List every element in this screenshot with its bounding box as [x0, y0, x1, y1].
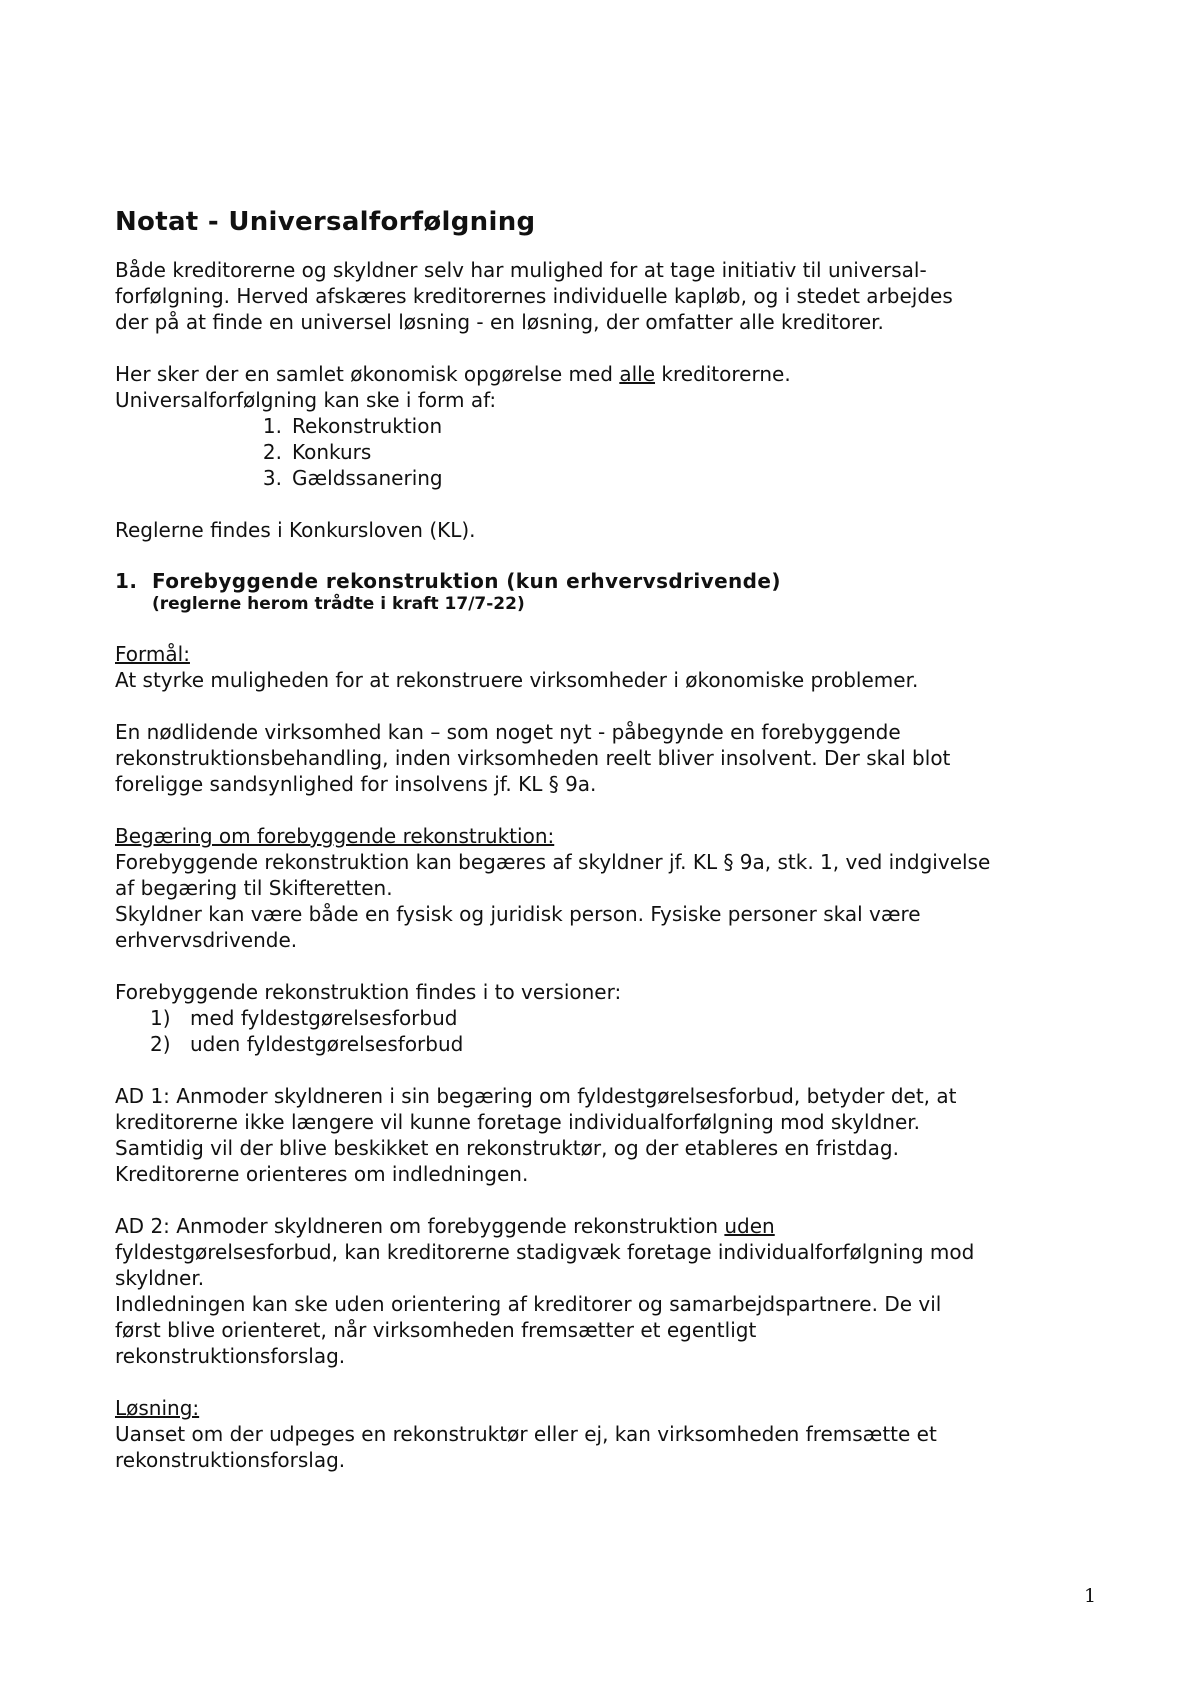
- loesning-label: Løsning:: [115, 1396, 200, 1420]
- list-text: Gældssanering: [292, 466, 443, 490]
- ad1-paragraph: [115, 1083, 1095, 1187]
- rules-paragraph: Reglerne findes i Konkursloven (KL).: [115, 518, 476, 542]
- underlined-word: uden: [724, 1214, 775, 1238]
- list-text: uden fyldestgørelsesforbud: [190, 1032, 464, 1056]
- noedlidende-paragraph: [115, 719, 1095, 797]
- text-line: Uanset om der udpeges en rekonstruktør eller ej, kan virksomheden fremsætte et: [115, 1422, 937, 1446]
- formaal-label: Formål:: [115, 642, 190, 666]
- section-heading: [115, 569, 1095, 593]
- list-item: [150, 1031, 1095, 1057]
- page-number: 1: [1084, 1585, 1097, 1607]
- list-number: 3.: [262, 466, 282, 490]
- versions-intro: Forebyggende rekonstruktion findes i to versioner:: [115, 980, 622, 1004]
- text-line: rekonstruktionsbehandling, inden virksomheden reelt bliver insolvent. Der skal blot: [115, 746, 951, 770]
- intro-paragraph: [115, 257, 1095, 335]
- versions-list: [115, 1005, 1095, 1057]
- list-number: 1): [150, 1006, 171, 1030]
- text-line: En nødlidende virksomhed kan – som noget nyt - påbegynde en forebyggende: [115, 720, 901, 744]
- text-line: Både kreditorerne og skyldner selv har mulighed for at tage initiativ til universal-: [115, 258, 927, 282]
- text-line: skyldner.: [115, 1266, 205, 1290]
- text-line: der på at finde en universel løsning - en løsning, der omfatter alle kreditorer.: [115, 310, 884, 334]
- forms-intro: Universalforfølgning kan ske i form af:: [115, 388, 497, 412]
- list-item: [150, 1005, 1095, 1031]
- list-text: Konkurs: [292, 440, 372, 464]
- text-line: fyldestgørelsesforbud, kan kreditorerne stadigvæk foretage individualforfølgning mod: [115, 1240, 975, 1264]
- text-span: Her sker der en samlet økonomisk opgørelse med: [115, 362, 620, 386]
- text-line: af begæring til Skifteretten.: [115, 876, 393, 900]
- text-span: AD 2: Anmoder skyldneren om forebyggende rekonstruktion: [115, 1214, 725, 1238]
- document-content: [115, 205, 1095, 1473]
- forms-list: [115, 413, 1095, 491]
- text-line: rekonstruktionsforslag.: [115, 1344, 346, 1368]
- text-line: Skyldner kan være både en fysisk og juridisk person. Fysiske personer skal være: [115, 902, 921, 926]
- text-line: foreligge sandsynlighed for insolvens jf. KL § 9a.: [115, 772, 597, 796]
- list-number: 1.: [262, 414, 282, 438]
- section-title: Forebyggende rekonstruktion (kun erhvervsdrivende): [152, 569, 781, 593]
- underlined-word: alle: [619, 362, 656, 386]
- begaering-paragraph: [115, 849, 1095, 953]
- text-line: erhvervsdrivende.: [115, 928, 298, 952]
- list-text: Rekonstruktion: [292, 414, 443, 438]
- text-line: først blive orienteret, når virksomheden fremsætter et egentligt: [115, 1318, 757, 1342]
- ad2-paragraph: [115, 1213, 1095, 1369]
- text-line: rekonstruktionsforslag.: [115, 1448, 346, 1472]
- text-line: kreditorerne ikke længere vil kunne foretage individualforfølgning mod skyldner.: [115, 1110, 920, 1134]
- list-number: 2.: [262, 440, 282, 464]
- text-span: kreditorerne.: [655, 362, 791, 386]
- list-item: [248, 413, 1095, 439]
- list-number: 2): [150, 1032, 171, 1056]
- list-text: med fyldestgørelsesforbud: [190, 1006, 458, 1030]
- text-line: Samtidig vil der blive beskikket en rekonstruktør, og der etableres en fristdag.: [115, 1136, 899, 1160]
- page-title: Notat - Universalforfølgning: [115, 207, 536, 237]
- begaering-label: Begæring om forebyggende rekonstruktion:: [115, 824, 555, 848]
- section-number: 1.: [115, 569, 138, 593]
- list-item: [248, 465, 1095, 491]
- text-line: [115, 1213, 1095, 1239]
- formaal-text: At styrke muligheden for at rekonstruere virksomheder i økonomiske problemer.: [115, 668, 919, 692]
- text-line: forfølgning. Herved afskæres kreditorernes individuelle kapløb, og i stedet arbejdes: [115, 284, 953, 308]
- list-item: [248, 439, 1095, 465]
- section-subtitle: (reglerne herom trådte i kraft 17/7-22): [152, 594, 525, 614]
- text-line: Forebyggende rekonstruktion kan begæres af skyldner jf. KL § 9a, stk. 1, ved indgivelse: [115, 850, 991, 874]
- text-line: Kreditorerne orienteres om indledningen.: [115, 1162, 529, 1186]
- loesning-paragraph: [115, 1421, 1095, 1473]
- text-line: Indledningen kan ske uden orientering af kreditorer og samarbejdspartnere. De vil: [115, 1292, 942, 1316]
- text-line: AD 1: Anmoder skyldneren i sin begæring om fyldestgørelsesforbud, betyder det, at: [115, 1084, 957, 1108]
- samlet-opgoerelse-paragraph: [115, 361, 1095, 387]
